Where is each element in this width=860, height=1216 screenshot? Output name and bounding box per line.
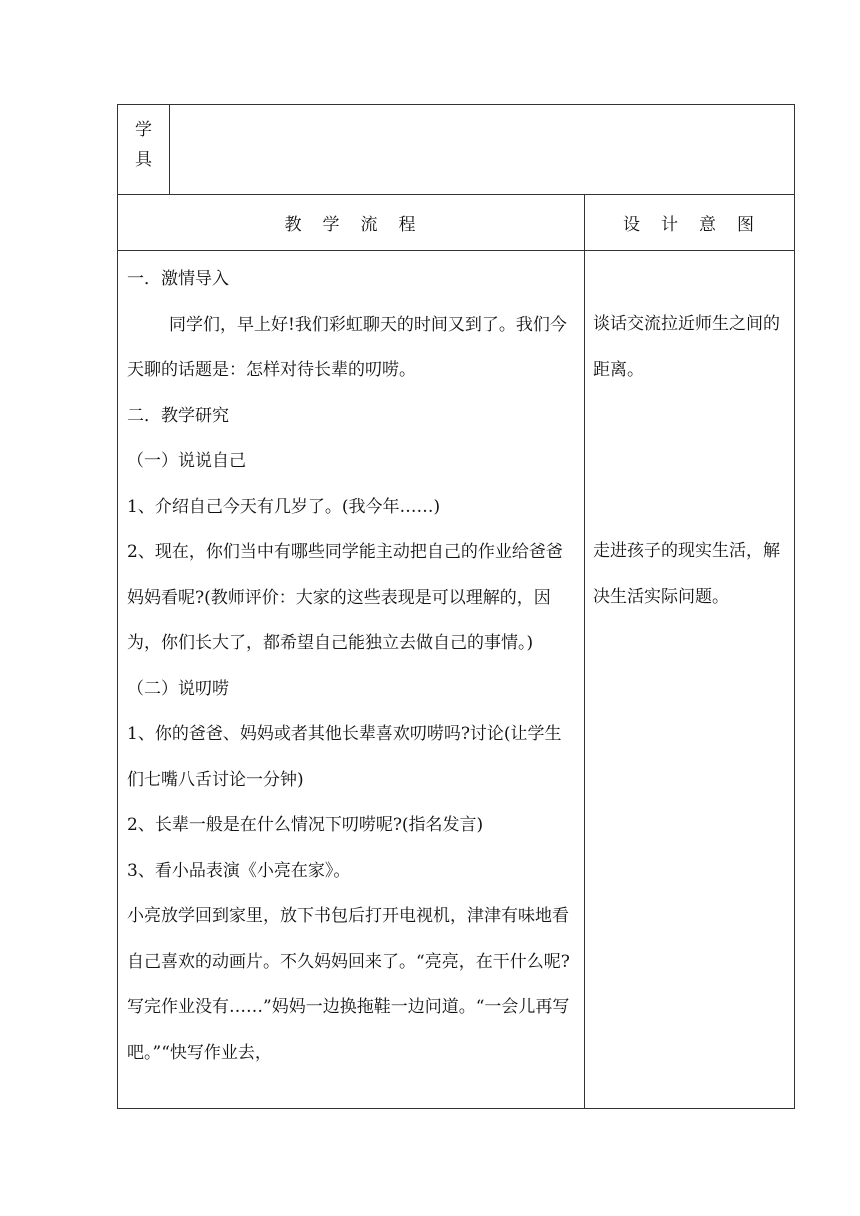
tools-label-char: 具 — [135, 150, 152, 170]
lesson-plan-table — [117, 104, 795, 1109]
content-row — [118, 251, 795, 1109]
design-intent-cell — [585, 251, 795, 1109]
process-paragraph: 1、你的爸爸、妈妈或者其他长辈喜欢叨唠吗?讨论(让学生们七嘴八舌讨论一分钟) — [127, 724, 562, 790]
process-paragraph: 同学们，早上好!我们彩虹聊天的时间又到了。我们今天聊的话题是：怎样对待长辈的叨唠。 — [127, 314, 567, 380]
intent-note: 走进孩子的现实生活，解决生活实际问题。 — [593, 541, 780, 607]
intent-spacer — [593, 393, 790, 529]
column-header-row — [118, 195, 795, 251]
process-paragraph: 一．激情导入 — [127, 269, 229, 289]
teaching-process-cell — [118, 251, 585, 1109]
teaching-process-header: 教 学 流 程 — [118, 195, 585, 251]
design-intent-header: 设 计 意 图 — [585, 195, 795, 251]
intent-note: 谈话交流拉近师生之间的距离。 — [593, 314, 780, 380]
tools-row — [118, 105, 795, 195]
process-paragraph: （二）说叨唠 — [127, 678, 229, 699]
process-paragraph: 2、现在，你们当中有哪些同学能主动把自己的作业给爸爸妈妈看呢?(教师评价：大家的这些表现是可以理解的，因为，你们长大了，都希望自己能独立去做自己的事情。) — [127, 542, 563, 653]
process-paragraph: 3、看小品表演《小亮在家》。 — [127, 860, 351, 881]
process-paragraph: 二．教学研究 — [127, 405, 229, 426]
tools-content-cell — [170, 105, 795, 195]
process-paragraph: 2、长辈一般是在什么情况下叨唠呢?(指名发言) — [127, 815, 484, 835]
tools-label-char: 学 — [135, 120, 152, 140]
process-paragraph: （一）说说自己 — [127, 451, 246, 471]
process-paragraph: 小亮放学回到家里，放下书包后打开电视机，津津有味地看自己喜欢的动画片。不久妈妈回来了。“亮亮，在干什么呢?写完作业没有……”妈妈一边换拖鞋一边问道。“一会儿再写吧。”“快写作业去， — [127, 906, 570, 1063]
process-paragraph: 1、介绍自己今天有几岁了。(我今年……) — [127, 496, 441, 517]
tools-label-cell — [118, 105, 170, 195]
